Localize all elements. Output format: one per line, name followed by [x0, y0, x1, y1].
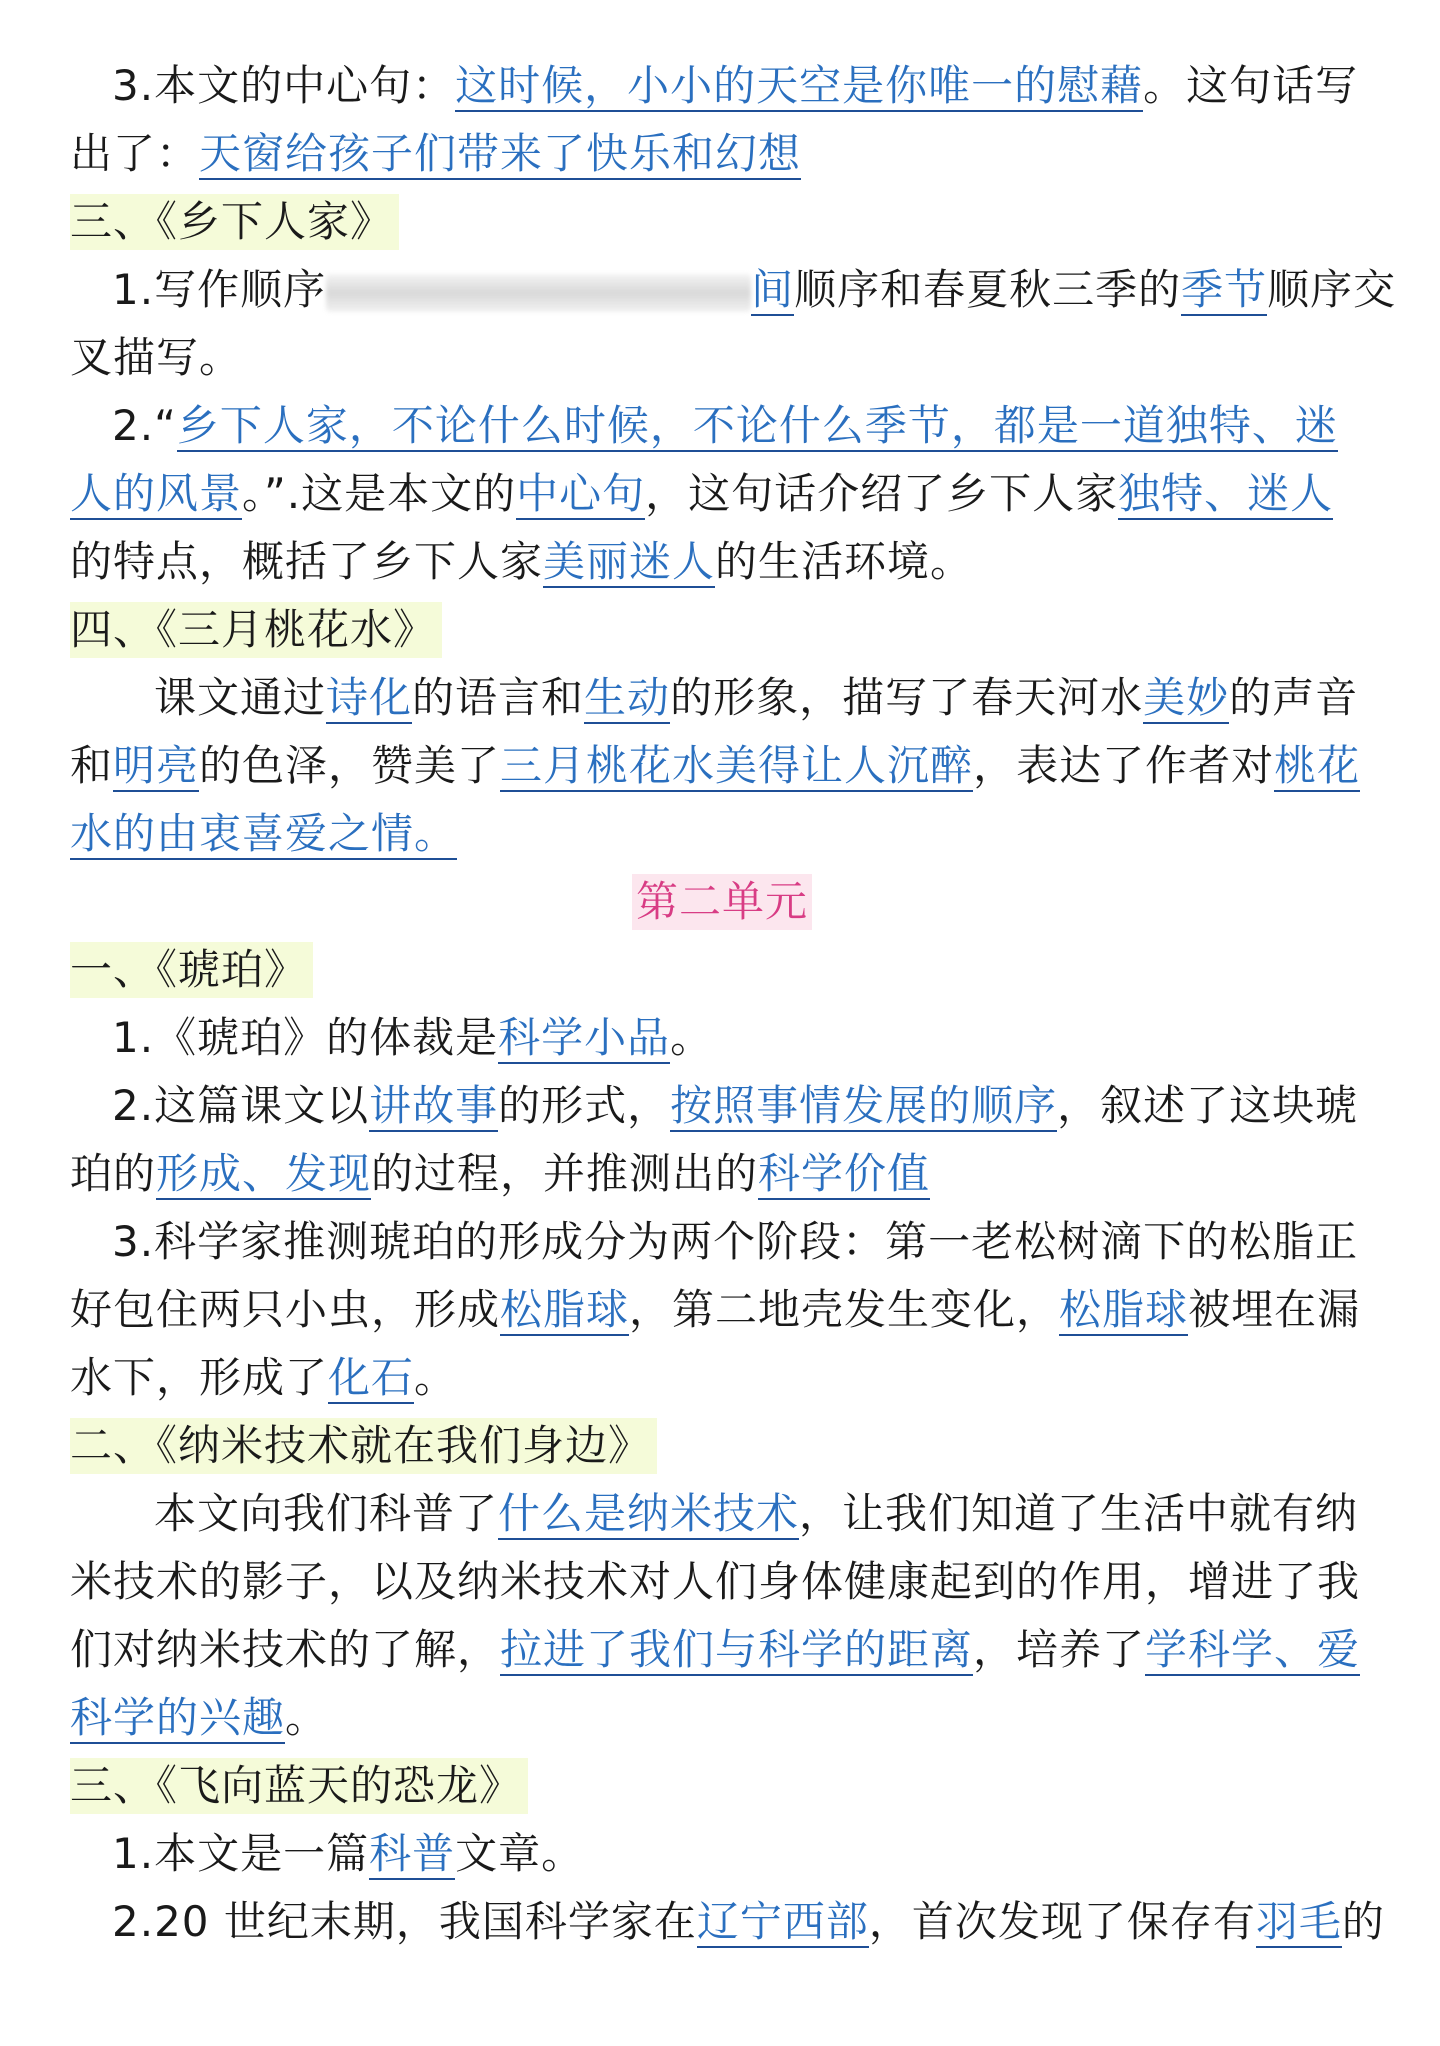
paragraph-line: [70, 528, 1374, 596]
section-heading: 一、《琥珀》: [70, 942, 313, 998]
section-heading-row: [70, 936, 1374, 1004]
paragraph-line: [70, 1276, 1374, 1344]
answer-underlined: 水的由衷喜爱之情。: [70, 809, 458, 858]
paragraph-line: [70, 1820, 1374, 1888]
text: 被埋在漏: [1188, 1285, 1361, 1334]
answer-underlined: 讲故事: [369, 1081, 499, 1130]
text: 米技术的影子，以及纳米技术对人们身体健康起到的作用，增进了我: [70, 1557, 1361, 1606]
text: 好包住两只小虫，形成: [70, 1285, 501, 1334]
text: 和: [70, 741, 114, 790]
text: 本文的中心句：: [154, 61, 456, 110]
answer-underlined: 按照事情发展的顺序: [670, 1081, 1058, 1130]
text: 的: [1341, 1897, 1385, 1946]
answer-underlined: 形成、发现: [156, 1149, 372, 1198]
answer-underlined: 辽宁西部: [696, 1897, 869, 1946]
answer-underlined: 化石: [328, 1353, 415, 1402]
text: 1.本文是一篇: [112, 1829, 370, 1878]
text: 水下，形成了: [70, 1353, 329, 1402]
answer-underlined: 美丽迷人: [543, 537, 716, 586]
text: 顺序交: [1267, 265, 1397, 314]
paragraph-line: [70, 256, 1397, 324]
text: 的过程，并推测出的: [371, 1149, 759, 1198]
paragraph-line: [70, 52, 1374, 120]
paragraph-line: [70, 1616, 1374, 1684]
answer-underlined: 科学小品: [498, 1013, 671, 1062]
text: 。: [414, 1353, 458, 1402]
blurred-region: [326, 274, 751, 312]
paragraph-line: [70, 324, 1374, 392]
answer-underlined: 松脂球: [500, 1285, 630, 1334]
answer-underlined: 科学的兴趣: [70, 1693, 286, 1742]
text: 1.写作顺序: [112, 265, 327, 314]
paragraph-line: [70, 732, 1374, 800]
paragraph-line: [70, 1140, 1374, 1208]
answer-underlined: 什么是纳米技术: [498, 1489, 800, 1538]
text: ，叙述了这块琥: [1057, 1081, 1359, 1130]
answer-underlined: 美妙: [1143, 673, 1230, 722]
text: 的声音: [1229, 673, 1359, 722]
text: 的语言和: [412, 673, 585, 722]
answer-underlined: 科学价值: [758, 1149, 931, 1198]
answer-underlined: 季节: [1181, 265, 1268, 314]
text: 的形式，: [498, 1081, 671, 1130]
paragraph-line: [70, 800, 1374, 868]
section-heading-row: [70, 188, 1374, 256]
paragraph-line: [70, 392, 1374, 460]
answer-underlined: 学科学、爱: [1145, 1625, 1361, 1674]
answer-underlined: 这时候，小小的天空是你唯一的慰藉: [455, 61, 1144, 110]
answer-underlined: 诗化: [326, 673, 413, 722]
paragraph-line: [70, 1480, 1374, 1548]
answer-underlined: 明亮: [113, 741, 200, 790]
section-heading-row: [70, 1412, 1374, 1480]
answer-underlined: 中心句: [516, 469, 646, 518]
text: 。: [285, 1693, 329, 1742]
text: 珀的: [70, 1149, 157, 1198]
answer-underlined: 乡下人家，不论什么时候，不论什么季节，都是一道独特、迷: [176, 401, 1338, 450]
text: 2.这篇课文以: [112, 1081, 370, 1130]
text: 2.“: [112, 401, 177, 450]
answer-underlined: 桃花: [1274, 741, 1361, 790]
text: 。这句话写: [1143, 61, 1359, 110]
section-heading: 四、《三月桃花水》: [70, 602, 442, 658]
text: 的生活环境。: [715, 537, 974, 586]
text: ，首次发现了保存有: [868, 1897, 1256, 1946]
paragraph-line: [70, 1684, 1374, 1752]
text: 的形象，描写了春天河水: [670, 673, 1144, 722]
paragraph-line: [70, 1548, 1374, 1616]
text: 1.《琥珀》的体裁是: [112, 1013, 499, 1062]
paragraph-line: [70, 460, 1374, 528]
text: 叉描写。: [70, 333, 243, 382]
unit-title: 第二单元: [632, 874, 812, 930]
text: ，培养了: [973, 1625, 1146, 1674]
answer-underlined: 羽毛: [1255, 1897, 1342, 1946]
text: 们对纳米技术的了解，: [70, 1625, 501, 1674]
section-heading: 三、《飞向蓝天的恐龙》: [70, 1758, 528, 1814]
answer-underlined: 拉进了我们与科学的距离: [500, 1625, 974, 1674]
unit-title-row: [70, 868, 1374, 936]
paragraph-line: [70, 1072, 1374, 1140]
paragraph-line: [70, 664, 1374, 732]
text: ，这句话介绍了乡下人家: [645, 469, 1119, 518]
text: 。: [670, 1013, 714, 1062]
section-heading-row: [70, 1752, 1374, 1820]
answer-underlined: 天窗给孩子们带来了快乐和幻想: [199, 129, 802, 178]
text: ，第二地壳发生变化，: [629, 1285, 1060, 1334]
answer-underlined: 生动: [584, 673, 671, 722]
answer-underlined: 科普: [369, 1829, 456, 1878]
section-heading: 二、《纳米技术就在我们身边》: [70, 1418, 657, 1474]
paragraph-line: [70, 1888, 1385, 1956]
paragraph-line: [70, 1344, 1374, 1412]
text: 课文通过: [154, 673, 327, 722]
answer-underlined: 独特、迷人: [1118, 469, 1334, 518]
section-heading: 三、《乡下人家》: [70, 194, 399, 250]
text: ，表达了作者对: [973, 741, 1275, 790]
text: 3.: [112, 61, 155, 110]
text: 3.科学家推测琥珀的形成分为两个阶段：第一老松树滴下的松脂正: [112, 1217, 1359, 1266]
text: 文章。: [455, 1829, 585, 1878]
text: 2.20 世纪末期，我国科学家在: [112, 1897, 697, 1946]
text: 本文向我们科普了: [154, 1489, 499, 1538]
text: 的特点，概括了乡下人家: [70, 537, 544, 586]
text: 出了：: [70, 129, 200, 178]
paragraph-line: [70, 120, 1374, 188]
paragraph-line: [70, 1208, 1374, 1276]
section-heading-row: [70, 596, 1374, 664]
answer-underlined: 间: [751, 265, 795, 314]
answer-underlined: 人的风景: [70, 469, 243, 518]
answer-underlined: 三月桃花水美得让人沉醉: [500, 741, 974, 790]
text: 。”.这是本文的: [242, 469, 517, 518]
text: 的色泽，赞美了: [199, 741, 501, 790]
answer-underlined: 松脂球: [1059, 1285, 1189, 1334]
text: ，让我们知道了生活中就有纳: [799, 1489, 1359, 1538]
text: 顺序和春夏秋三季的: [794, 265, 1182, 314]
paragraph-line: [70, 1004, 1374, 1072]
